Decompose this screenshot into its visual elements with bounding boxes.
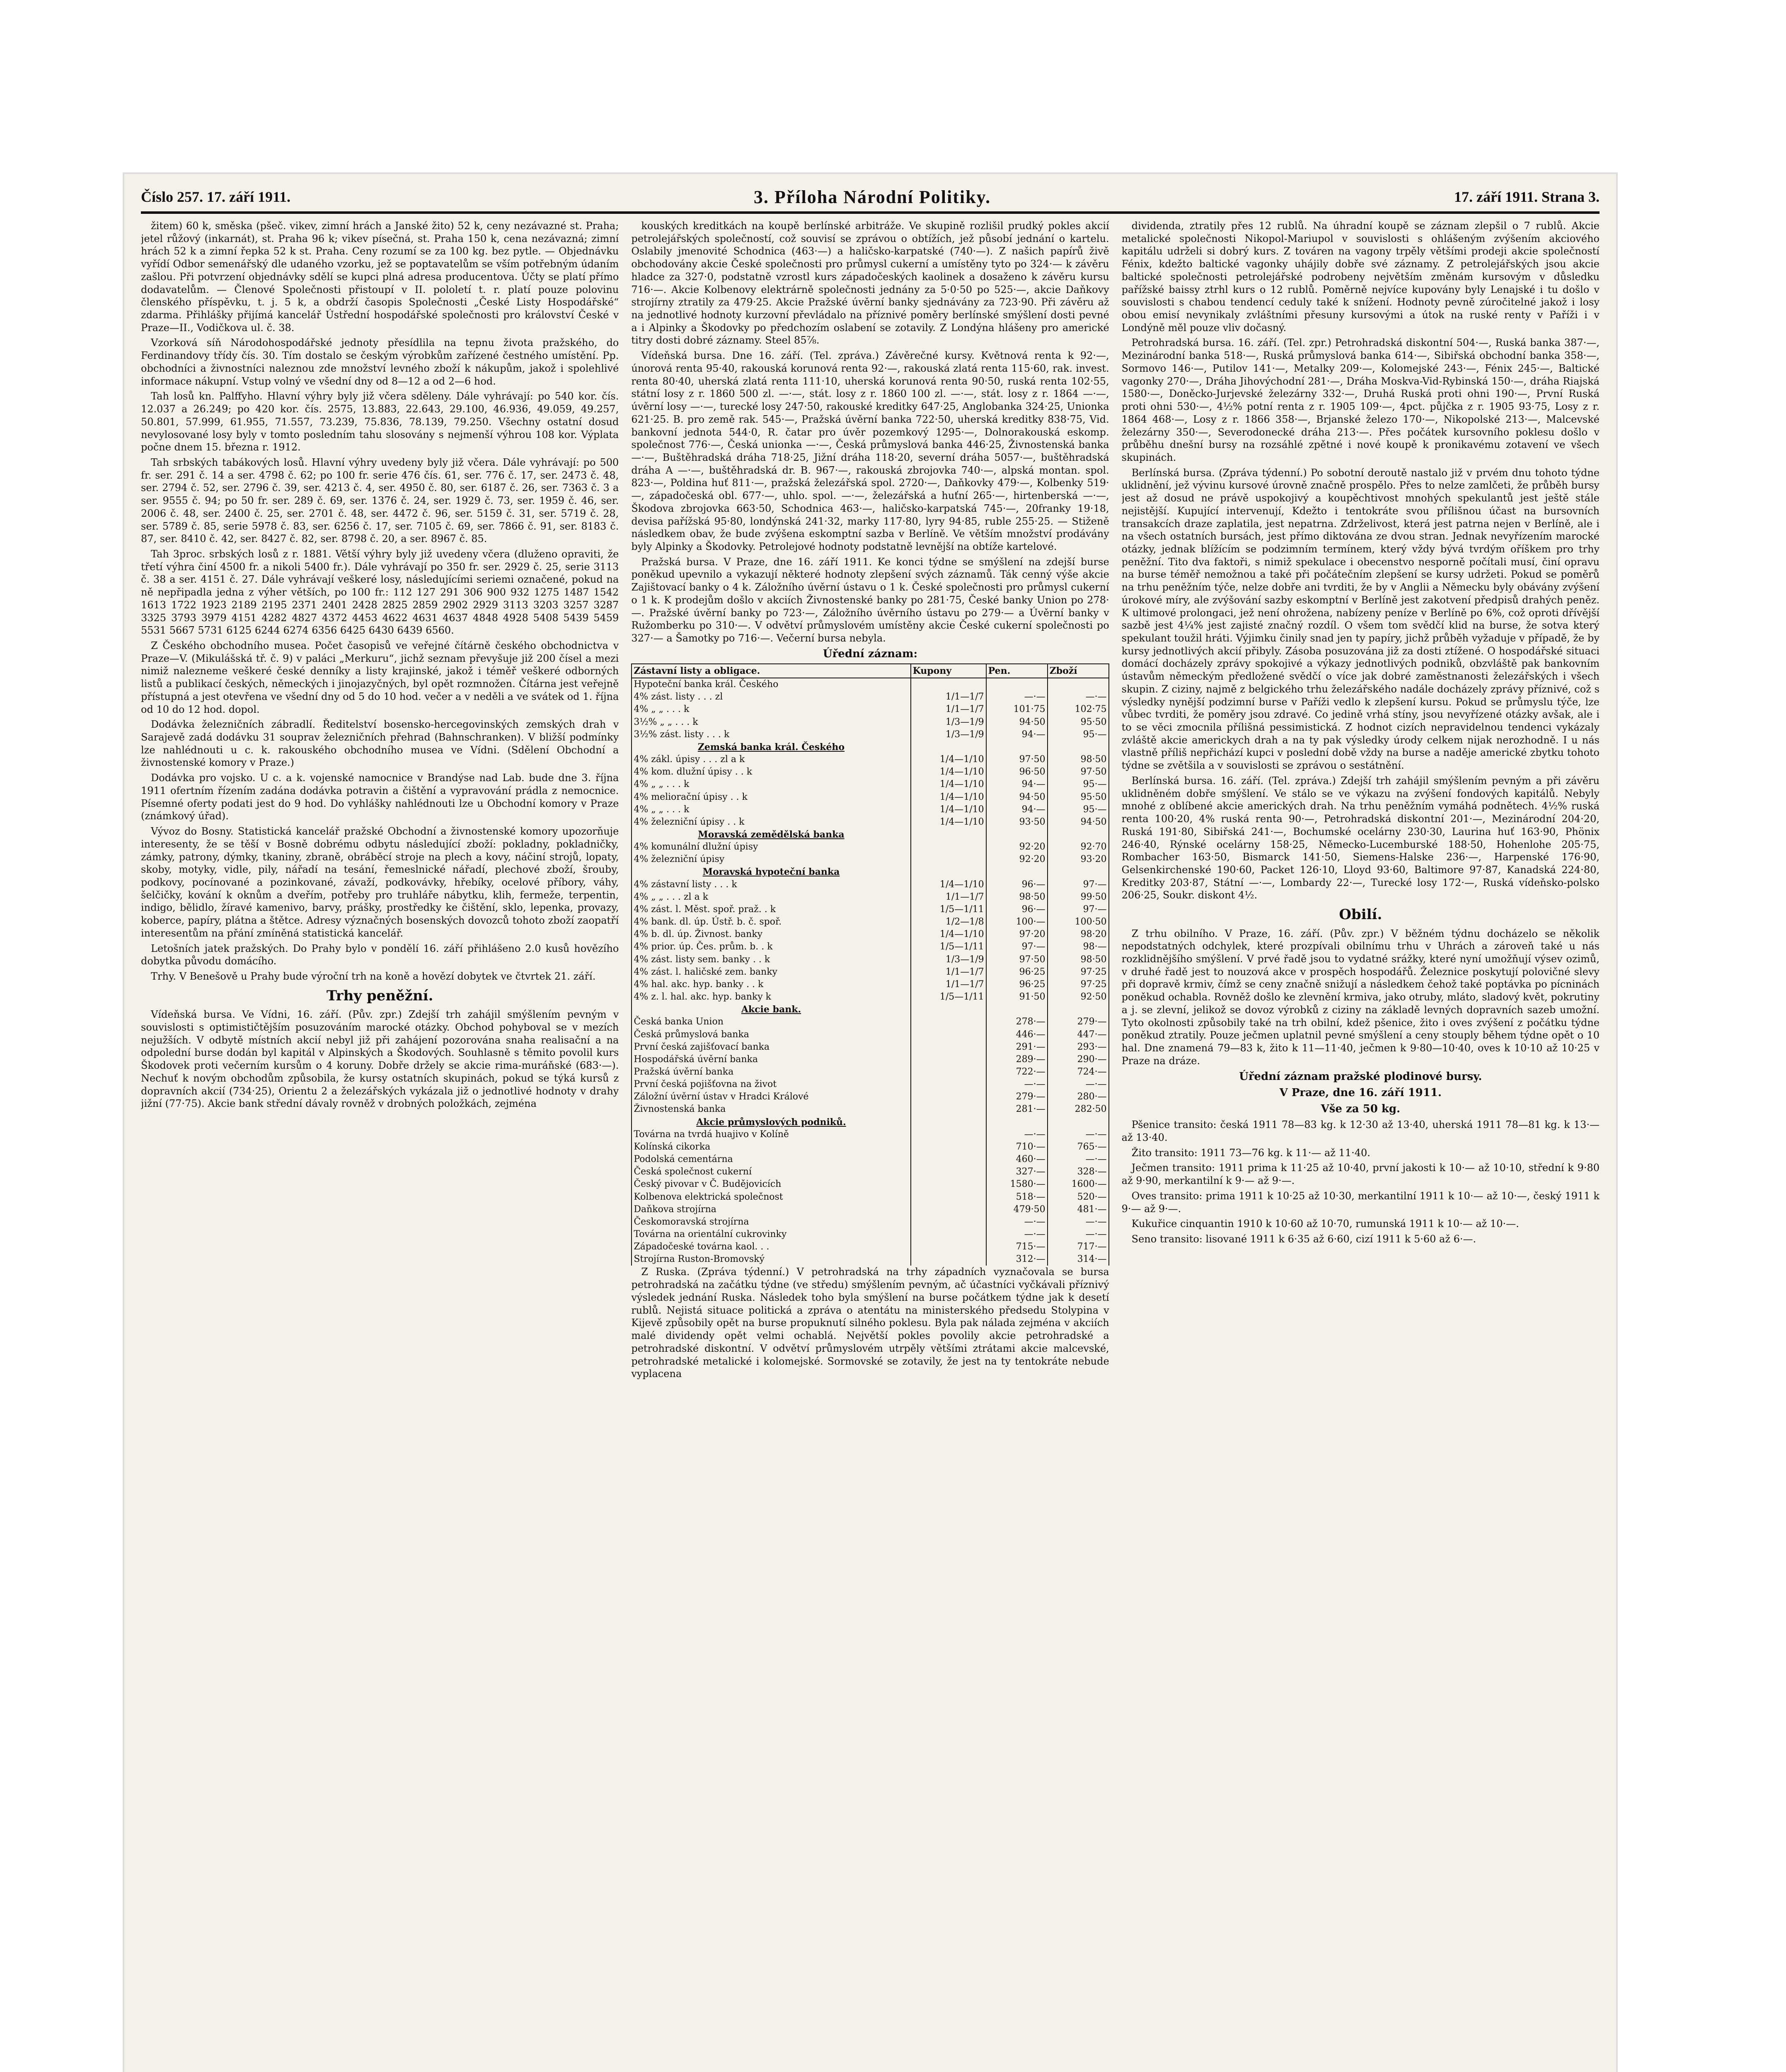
table-row bbox=[632, 1141, 1108, 1153]
column-1 bbox=[141, 220, 619, 2072]
table-cell-kup: 1/3—1/9 bbox=[911, 716, 986, 729]
table-cell-name: Záložní úvěrní ústav v Hradci Králové bbox=[632, 1091, 910, 1103]
table-cell-pen: —·— bbox=[986, 691, 1048, 703]
table-cell-zb: 1600·— bbox=[1048, 1178, 1109, 1191]
table-cell-zb: 92·50 bbox=[1048, 991, 1109, 1003]
article-text: kouských kreditkách na koupě berlínské arbitráže. Ve skupině rozlišil prudký pokles akcií petrolejářských společností, což souvisí se zprávou o obtížích, jež působí jednání o kartelu. Oslabily jmenovité Schodnica (463·—) a haličsko-karpatské (740·—). Z našich papírů živě obchodovány akcie České společnosti pro průmysl cukerní a umístěny tyto po 324·— k závěru hladce za 327·0, podstatně vzrostl kurs západočeských kaolinek a dosaženo k závěru kursu 716·—. Akcie Kolbenovy elektrárně společnosti jednány za 5·0·50 po 525·—, akcie Daňkovy strojírny ztratily za 479·25. Akcie Pražské úvěrní banky sjednávány za 723·90. Při závěru až na jednotlivé hodnoty kurzovní převládalo na příznivé poměry berlínské smýšlení dosti pevné a i Alpinky a Škodovky po předchozím oslabení se zotavily. Z Londýna hlášeny pro americké titry dosti dobré záznamy. Steel 85⅞. bbox=[631, 220, 1109, 346]
section-heading: Trhy peněžní. bbox=[326, 987, 433, 1004]
issue-number: Číslo 257. 17. září 1911. bbox=[141, 189, 290, 205]
table-cell-zb: 328·— bbox=[1048, 1166, 1109, 1178]
table-row bbox=[632, 891, 1108, 903]
table-cell-pen: 96·— bbox=[986, 879, 1048, 891]
table-cell-zb: 290·— bbox=[1048, 1053, 1109, 1066]
table-cell-zb: 98·— bbox=[1048, 941, 1109, 953]
table-cell-pen: 96·25 bbox=[986, 978, 1048, 991]
table-cell-name: 4% „ „ . . . k bbox=[632, 703, 910, 716]
table-cell-zb: 95·— bbox=[1048, 804, 1109, 816]
table-row bbox=[632, 966, 1108, 978]
table-cell-kup bbox=[911, 866, 986, 878]
table-cell-kup: 1/1—1/7 bbox=[911, 703, 986, 716]
article-text: Seno transito: lisované 1911 k 6·35 až 6·60, cizí 1911 k 5·60 až 6·—. bbox=[1131, 1233, 1476, 1245]
table-cell-name: 4% kom. dlužní úpisy . . k bbox=[632, 766, 910, 778]
table-cell-kup: 1/4—1/10 bbox=[911, 816, 986, 828]
table-cell-name: Moravská zemědělská banka bbox=[632, 828, 910, 841]
table-cell-pen: 91·50 bbox=[986, 991, 1048, 1003]
table-cell-name: Českomoravská strojírna bbox=[632, 1216, 910, 1228]
table-cell-name: 4% zást. listy sem. banky . . k bbox=[632, 954, 910, 966]
article-text: Trhy. V Benešově u Prahy bude výroční trh na koně a hovězí dobytek ve čtvrtek 21. září. bbox=[151, 970, 596, 982]
table-cell-name: Zemská banka král. Českého bbox=[632, 741, 910, 753]
table-cell-kup: 1/5—1/11 bbox=[911, 941, 986, 953]
table-cell-pen: 100·— bbox=[986, 916, 1048, 928]
table-cell-zb: 717·— bbox=[1048, 1241, 1109, 1253]
table-cell-name: 4% hal. akc. hyp. banky . . k bbox=[632, 978, 910, 991]
table-cell-pen bbox=[986, 1003, 1048, 1016]
table-cell-kup: 1/5—1/11 bbox=[911, 903, 986, 916]
subheading: V Praze, dne 16. září 1911. bbox=[1279, 1086, 1442, 1099]
table-cell-zb: 98·50 bbox=[1048, 753, 1109, 766]
table-cell-kup bbox=[911, 1091, 986, 1103]
table-row bbox=[632, 1178, 1108, 1191]
table-cell-pen: 97·50 bbox=[986, 753, 1048, 766]
table-cell-kup bbox=[911, 1078, 986, 1091]
table-cell-kup bbox=[911, 1228, 986, 1241]
table-cell-zb: 279·— bbox=[1048, 1016, 1109, 1028]
table-cell-name: Továrna na orientální cukrovinky bbox=[632, 1228, 910, 1241]
article-text: Tah 3proc. srbských losů z r. 1881. Větší výhry byly již uvedeny včera (dluženo opraviti, že třetí výhra činí 4500 fr. a nikoli 5400 fr.). Dále vyhrávají po 350 fr. ser. 2929 č. 25, serie 3113 č. 38 a ser. 4151 č. 27. Dále vyhrávají veškeré losy, následujícími seriemi označené, pokud na ně nepřipadla jedna z výher větších, po 100 fr.: 112 127 291 306 900 932 1275 1487 1542 1613 1722 1923 2189 2195 2371 2401 2428 2825 2859 2902 2929 3113 3203 3257 3287 3325 3793 3979 4151 4282 4827 4372 4453 4622 4631 4637 4848 4928 5408 5439 5459 5531 5667 5731 6125 6244 6274 6356 6425 6430 6439 6560. bbox=[141, 548, 619, 637]
table-cell-pen: 96·25 bbox=[986, 966, 1048, 978]
table-cell-zb: —·— bbox=[1048, 1078, 1109, 1091]
table-row bbox=[632, 1066, 1108, 1078]
table-cell-name: 4% zákl. úpisy . . . zl a k bbox=[632, 753, 910, 766]
table-row bbox=[632, 991, 1108, 1003]
table-cell-pen: —·— bbox=[986, 1128, 1048, 1141]
table-cell-zb: —·— bbox=[1048, 1153, 1109, 1166]
table-row bbox=[632, 729, 1108, 741]
article-text: Z Ruska. (Zpráva týdenní.) V petrohradská na trhy západních vyznačovala se bursa petrohradská na začátku týdne (ve středu) smýšlením pevným, ač účastníci vyčkávali příznivý výsledek jednání Ruska. Následek toho byla smýšlení na burse počátkem týdne jak k desetí rublů. Nejistá situace politická a zpráva o atentátu na ministerského předsedu Stolypina v Kijevě způsobily opět na burse propuknutí silného poklesu. Byla pak nálada zejména v akciích malé dividendy opět velmi ochablá. Největší pokles povolily akcie petrohradské a petrohradské diskontní. V odvětví průmyslovém utrpěly většími ztrátami akcie malcevské, petrohradské metalické i kolomejské. Sormovské se zotavily, že jest na ty tentokráte nebude vyplacena bbox=[631, 1266, 1109, 1380]
page-number: 17. září 1911. Strana 3. bbox=[1454, 189, 1600, 205]
table-cell-name: 4% z. l. hal. akc. hyp. banky k bbox=[632, 991, 910, 1003]
table-cell-kup bbox=[911, 678, 986, 691]
table-cell-name: Živnostenská banka bbox=[632, 1103, 910, 1116]
table-cell-zb: 92·70 bbox=[1048, 841, 1109, 853]
table-cell-kup bbox=[911, 1016, 986, 1028]
table-cell-name: Strojírna Ruston-Bromovský bbox=[632, 1253, 910, 1266]
article-text: Žito transito: 1911 73—76 kg. k 11·— až 11·40. bbox=[1131, 1147, 1370, 1159]
table-cell-kup bbox=[911, 1203, 986, 1216]
table-cell-name: 4% bank. dl. úp. Ústř. b. č. spoř. bbox=[632, 916, 910, 928]
table-cell-zb: 724·— bbox=[1048, 1066, 1109, 1078]
table-cell-pen: 93·50 bbox=[986, 816, 1048, 828]
table-cell-pen: 94·50 bbox=[986, 791, 1048, 804]
table-cell-zb: 100·50 bbox=[1048, 916, 1109, 928]
table-row bbox=[632, 853, 1108, 866]
table-row bbox=[632, 791, 1108, 804]
table-cell-zb: 97·25 bbox=[1048, 966, 1109, 978]
table-cell-kup: 1/1—1/7 bbox=[911, 966, 986, 978]
table-cell-zb: 93·20 bbox=[1048, 853, 1109, 866]
table-cell-zb: 102·75 bbox=[1048, 703, 1109, 716]
newspaper-page bbox=[124, 174, 1616, 2072]
table-cell-zb: 280·— bbox=[1048, 1091, 1109, 1103]
table-row bbox=[632, 941, 1108, 953]
table-cell-zb: 95·50 bbox=[1048, 791, 1109, 804]
table-row bbox=[632, 1153, 1108, 1166]
table-cell-kup bbox=[911, 1178, 986, 1191]
table-cell-zb bbox=[1048, 828, 1109, 841]
table-cell-kup: 1/4—1/10 bbox=[911, 879, 986, 891]
table-cell-pen bbox=[986, 866, 1048, 878]
table-cell-pen bbox=[986, 828, 1048, 841]
article-text: Pšenice transito: česká 1911 78—83 kg. k 12·30 až 13·40, uherská 1911 78—81 kg. k 13·— až 13·40. bbox=[1121, 1119, 1600, 1144]
table-cell-zb: 97·50 bbox=[1048, 766, 1109, 778]
table-cell-pen: 715·— bbox=[986, 1241, 1048, 1253]
table-cell-pen: —·— bbox=[986, 1228, 1048, 1241]
table-cell-pen: 446·— bbox=[986, 1029, 1048, 1041]
table-group-row bbox=[632, 741, 1108, 753]
table-row bbox=[632, 1016, 1108, 1028]
table-cell-zb: 98·50 bbox=[1048, 954, 1109, 966]
table-cell-pen: 98·50 bbox=[986, 891, 1048, 903]
table-cell-name: 4% prior. úp. Čes. prům. b. . k bbox=[632, 941, 910, 953]
table-cell-name: Kolínská cikorka bbox=[632, 1141, 910, 1153]
article-text: Oves transito: prima 1911 k 10·25 až 10·30, merkantilní 1911 k 10·— až 10·—, český 1911 k 9·— až 9·—. bbox=[1121, 1190, 1600, 1215]
table-group-row bbox=[632, 1116, 1108, 1128]
article-text: žitem) 60 k, směska (pšeč. vikev, zimní hrách a Janské žito) 52 k, ceny nezávazné st. Praha; jetel růžový (inkarnát), st. Praha 96 k; vikev písečná, st. Praha 150 k, cena nezávazná; zimní hrách 52 k a zimní řepka 52 k st. Praha. Ceny rozumí se za 100 kg. bez pytle. — Objednávku vyřídí Odbor semenářský dle udaného vzorku, jež se poptavatelům se vším potřebným údaním zašlou. Při potvrzení objednávky sdělí se kupci plná adresa producentova. Účty se platí přímo dodavatelům. — Členové Společnosti přistoupí v II. pololetí t. r. platí pouze polovinu členského příspěvku, t. j. 5 k, a obdrží časopis Společnosti „České Listy Hospodářské“ zdarma. Přihlášky přijímá kancelář Ústřední hospodářské společnosti pro království České v Praze—II., Vodičkova ul. č. 38. bbox=[141, 220, 619, 334]
article-text: Kukuřice cinquantin 1910 k 10·60 až 10·70, rumunská 1911 k 10·— až 10·—. bbox=[1131, 1218, 1519, 1230]
table-cell-kup: 1/4—1/10 bbox=[911, 804, 986, 816]
table-cell-kup bbox=[911, 1141, 986, 1153]
table-row bbox=[632, 703, 1108, 716]
table-cell-kup: 1/4—1/10 bbox=[911, 753, 986, 766]
table-cell-name: 3½% „ „ . . . k bbox=[632, 716, 910, 729]
table-cell-zb: 97·— bbox=[1048, 903, 1109, 916]
table-row bbox=[632, 1029, 1108, 1041]
table-row bbox=[632, 841, 1108, 853]
table-cell-name: Moravská hypoteční banka bbox=[632, 866, 910, 878]
table-cell-zb: 447·— bbox=[1048, 1029, 1109, 1041]
table-row bbox=[632, 1091, 1108, 1103]
table-cell-pen: 94·— bbox=[986, 729, 1048, 741]
column-3 bbox=[1122, 220, 1600, 2072]
table-row bbox=[632, 1228, 1108, 1241]
table-row bbox=[632, 1241, 1108, 1253]
table-cell-pen: 94·— bbox=[986, 778, 1048, 791]
table-cell-name: 4% b. dl. úp. Živnost. banky bbox=[632, 928, 910, 941]
table-cell-kup: 1/3—1/9 bbox=[911, 729, 986, 741]
table-cell-pen: 94·— bbox=[986, 804, 1048, 816]
table-cell-zb: 520·— bbox=[1048, 1191, 1109, 1203]
table-cell-zb: 293·— bbox=[1048, 1041, 1109, 1053]
table-row bbox=[632, 1166, 1108, 1178]
article-text: Vídeňská bursa. Ve Vídni, 16. září. (Pův. zpr.) Zdejší trh zahájil smýšlením pevným v souvislosti s optimističtějším posuzováním marocké otázky. Obchod pohyboval se v mezích nejužších. V odbytě místních akcií nebyl již při zahájení pozorována snaha realisační a na odpolední burse dodán byl kapitál v Alpinských a Škodových. Souhlasně s těmito povolil kurs Škodovek proti večerním kursům o 4 koruny. Dobře držely se akcie rima-muráňské (683·—). Nechuť k novým obchodům způsobila, že kursy ostatních skupinách, pokud se týká kursů z dopravních akcií (734·25), Orientu 2 a železářských vykázala již o jednotlivé hodnoty v drahy jižní (77·75). Akcie bank střední dávaly rovněž v drobných položkách, zejména bbox=[141, 1009, 619, 1110]
table-cell-name: Česká průmyslová banka bbox=[632, 1029, 910, 1041]
table-cell-pen: 1580·— bbox=[986, 1178, 1048, 1191]
table-cell-kup bbox=[911, 841, 986, 853]
table-cell-name: 3½% zást. listy . . . k bbox=[632, 729, 910, 741]
table-cell-zb: 97·25 bbox=[1048, 978, 1109, 991]
table-header-cell: Zboží bbox=[1048, 664, 1109, 678]
table-cell-pen: 327·— bbox=[986, 1166, 1048, 1178]
table-cell-zb: 765·— bbox=[1048, 1141, 1109, 1153]
table-row bbox=[632, 903, 1108, 916]
table-cell-name: Česká společnost cukerní bbox=[632, 1166, 910, 1178]
table-row bbox=[632, 1191, 1108, 1203]
article-text: Letošních jatek pražských. Do Prahy bylo v pondělí 16. září přihlášeno 2.0 kusů hovězího dobytka původu domácího. bbox=[141, 942, 619, 967]
table-cell-kup bbox=[911, 1191, 986, 1203]
table-row bbox=[632, 804, 1108, 816]
table-cell-pen: 101·75 bbox=[986, 703, 1048, 716]
article-text: Petrohradská bursa. 16. září. (Tel. zpr.) Petrohradská diskontní 504·—, Ruská banka 387·—, Mezinárodní banka 518·—, Ruská průmyslová banka 614·—, Sibiřská obchodní banka 358·—, Sormovo 146·—, Putilov 141·—, Metalky 209·—, Kolomejské 243·—, Fénix 245·—, Baltické vagonky 270·—, Dráha Jihovýchodní 281·—, Dráha Moskva-Vid-Rybinská 150·—, dráha Riajská 1580·—, Doněcko-Jurjevské železárny 332·—, Druhá Ruská proti ohni 190·—, První Ruská proti ohni 530·—, 4½% potní renta z r. 1905 109·—, 4pct. půjčka z r. 1905 93·75, Losy z r. 1864 468·—, Losy z r. 1866 358·—, Brjanské železo 170·—, Nikopolské 213·—, Malcevské železárny 350·—, Severodonecké dráha 213·—. Přes počátek kursovního poklesu došlo v průběhu dnešní bursy na rozsáhlé zpětné i nové koupě k pronikavému zotavení ve všech skupinách. bbox=[1121, 337, 1600, 463]
table-row bbox=[632, 816, 1108, 828]
table-cell-pen: 96·— bbox=[986, 903, 1048, 916]
article-text: Vídeňská bursa. Dne 16. září. (Tel. zpráva.) Závěrečné kursy. Květnová renta k 92·—, únorová renta 95·40, rakouská korunová renta 92·—, rakouská zlatá renta 115·60, rak. invest. renta 80·40, uherská zlatá renta 111·10, uherská korunová renta 90·50, ruská renta 102·55, státní losy z r. 1860 500 zl. —·—, stát. losy z r. 1860 100 zl. —·—, stát. losy z r. 1864 —·—, úvěrní losy —·—, turecké losy 247·50, rakouské kreditky 647·25, Anglobanka 324·25, Unionka 621·25. B. pro země rak. 545·—, Pražská úvěrní banka 722·50, uherská kreditky 838·75, Vid. bankovní jednota 544·0, R. čatar pro úvěr pozemkový 1295·—, Dolnorakouská eskomp. společnost 776·—, Česká unionka —·—, Česká průmyslová banka 446·25, Živnostenská banka —·—, Buštěhradská dráha 718·25, Jižní dráha 118·20, severní dráha 5057·—, buštěhradská dráha A —·—, buštěhradská dr. B. 967·—, rakouská zbrojovka 740·—, alpská montan. spol. 823·—, Poldina huť 811·—, pražská železářská spol. 2720·—, Daňkovky 479·—, Kolbenky 519·—, západočeská obl. 677·—, uhlo. spol. —·—, železářská a huťní 265·—, hirtenberská —·—, Škodova zbrojovka 663·50, Schodnica 463·—, haličsko-karpatská 745·—, 20franky 19·18, devisa pařížská 95·80, londýnská 241·32, marky 117·80, lyry 94·85, ruble 255·25. — Stiženě následkem obav, že bude zvýšena eskomptní sazba v Berlíně. Ve větším množství prodávány byly Alpinky a Škodovky. Petrolejové hodnoty podstatně levnější na obtíže kartelové. bbox=[631, 350, 1109, 552]
table-row bbox=[632, 1103, 1108, 1116]
table-row bbox=[632, 916, 1108, 928]
table-cell-pen: 97·50 bbox=[986, 954, 1048, 966]
table-cell-pen: 710·— bbox=[986, 1141, 1048, 1153]
table-cell-pen: 289·— bbox=[986, 1053, 1048, 1066]
table-cell-name: Západočeské továrna kaol. . . bbox=[632, 1241, 910, 1253]
table-cell-zb: —·— bbox=[1048, 1228, 1109, 1241]
table-row bbox=[632, 1078, 1108, 1091]
table-row bbox=[632, 928, 1108, 941]
table-cell-pen: 97·— bbox=[986, 941, 1048, 953]
article-text: Tah srbských tabákových losů. Hlavní výhry uvedeny byly již včera. Dále vyhrávají: po 500 fr. ser. 291 č. 14 a ser. 4798 č. 62; po 100 fr. serie 476 čís. 61, ser. 776 č. 17, ser. 2473 č. 48, ser. 2794 č. 52, ser. 2796 č. 39, ser. 4213 č. 4, ser. 4950 č. 80, ser. 6187 č. 26, ser. 7363 č. 3 a ser. 9555 č. 94; po 50 fr. ser. 289 č. 69, ser. 1376 č. 24, ser. 1929 č. 73, ser. 1959 č. 46, ser. 2006 č. 48, ser. 2400 č. 25, ser. 2701 č. 48, ser. 4472 č. 96, ser. 5159 č. 31, ser. 5719 č. 28, ser. 5789 č. 85, serie 5978 č. 83, ser. 6256 č. 17, ser. 7105 č. 69, ser. 7866 č. 91, ser. 8183 č. 87, ser. 8410 č. 42, ser. 8427 č. 82, ser. 8798 č. 20, a ser. 8967 č. 85. bbox=[141, 456, 619, 545]
table-title: Úřední záznam: bbox=[823, 647, 918, 660]
table-row bbox=[632, 954, 1108, 966]
table-row bbox=[632, 879, 1108, 891]
table-cell-kup: 1/4—1/10 bbox=[911, 791, 986, 804]
table-cell-zb: 97·— bbox=[1048, 879, 1109, 891]
table-cell-pen: 460·— bbox=[986, 1153, 1048, 1166]
table-cell-pen: 92·20 bbox=[986, 853, 1048, 866]
table-cell-kup: 1/1—1/7 bbox=[911, 891, 986, 903]
table-cell-pen bbox=[986, 1116, 1048, 1128]
table-cell-name: 4% zást. l. haličské zem. banky bbox=[632, 966, 910, 978]
table-cell-kup: 1/2—1/8 bbox=[911, 916, 986, 928]
table-cell-name: První česká zajišťovací banka bbox=[632, 1041, 910, 1053]
table-cell-kup bbox=[911, 1166, 986, 1178]
article-text: Ječmen transito: 1911 prima k 11·25 až 10·40, první jakosti k 10·— až 10·10, střední k 9·80 až 9·90, merkantilní k 9·— až 9·—. bbox=[1121, 1162, 1600, 1187]
table-cell-pen: —·— bbox=[986, 1078, 1048, 1091]
table-cell-kup bbox=[911, 1116, 986, 1128]
table-cell-zb: 94·50 bbox=[1048, 816, 1109, 828]
table-cell-kup bbox=[911, 1053, 986, 1066]
table-cell-zb: 282·50 bbox=[1048, 1103, 1109, 1116]
table-cell-kup: 1/1—1/7 bbox=[911, 691, 986, 703]
table-row bbox=[632, 678, 1108, 691]
article-text: dividenda, ztratily přes 12 rublů. Na úhradní koupě se záznam zlepšil o 7 rublů. Akcie metalické společnosti Nikopol-Mariupol v souvislosti s ohlášeným zvýšením akciového kapitálu udrželi si dobrý kurs. Z továren na vagony trpěly většími prodeji akcie společností Fénix, kdežto baltické vagonky uhájily dobře své záznamy. Z petrolejářských jsou akcie baltické společnosti petrolejářské podrobeny největším změnám kursovým v důsledku pařížské baissy ztrhl kurs o 12 rublů. Poměrně nejvíce kupovány byly Lenajské i tu došlo v souvislosti s chabou tendencí ceduly také k snížení. Hodnoty pevně zúročitelné jakož i losy obou emisí nevynikaly zvláštními přesuny kursovými a útok na ruské renty v Paříži i v Londýně měl pouze vliv dočasný. bbox=[1121, 220, 1600, 334]
table-cell-kup: 1/5—1/11 bbox=[911, 991, 986, 1003]
table-cell-pen: 312·— bbox=[986, 1253, 1048, 1266]
table-row bbox=[632, 716, 1108, 729]
supplement-title: 3. Příloha Národní Politiky. bbox=[753, 186, 991, 207]
table-row bbox=[632, 691, 1108, 703]
table-cell-name: Hypoteční banka král. Českého bbox=[632, 678, 910, 691]
table-cell-pen: 291·— bbox=[986, 1041, 1048, 1053]
article-text: Tah losů kn. Palffyho. Hlavní výhry byly již včera sděleny. Dále vyhrávají: po 540 kor. čís. 12.037 a 26.249; po 420 kor. čís. 2575, 13.883, 22.643, 29.100, 46.936, 49.059, 49.257, 50.801, 57.999, 61.955, 71.557, 73.239, 75.836, 78.139, 79.250. Všechny ostatní dosud nevylosované losy byly v tomto posledním tahu slosovány s nejmenší výhrou 108 kor. Výplata počne dnem 15. března r. 1912. bbox=[141, 390, 619, 453]
table-cell-zb: 99·50 bbox=[1048, 891, 1109, 903]
table-cell-kup bbox=[911, 1128, 986, 1141]
table-cell-zb bbox=[1048, 678, 1109, 691]
article-text: Berlínská bursa. 16. září. (Tel. zpráva.) Zdejší trh zahájil smýšlením pevným a při závěru uklidněném dobře smýšlení. Ve stálo se ve výkazu na zvýšení fondových kapitálů. Nebyly mnohé z oblíbené akcie amerických drah. Na trhu peněžním vymáhá podnětech. 4½% ruská renta 100·20, 4% ruská renta 90·—, Petrohradská diskontní 201·—, Mezinárodní 204·20, Ruská 191·80, Sibiřská 241·—, Bochumské ocelárny 230·30, Laurina huť 163·90, Phönix 246·40, Rýnské ocelárny 158·25, Německo-Lucemburské 188·50, Hohenlohe 205·75, Rombacher 163·50, Bismarck 141·50, Siemens-Halske 236·—, Harpenské 176·90, Gelsenkirchenské 190·60, Packet 126·10, Lloyd 93·60, Baltimore 97·87, Kanadská 224·80, Kreditky 203·87, Státní —·—, Lombardy 22·—, Turecké losy 172·—, Ruská vídeňsko-polsko 206·25, Soukr. diskont 4½. bbox=[1121, 775, 1600, 901]
table-cell-name: Kolbenova elektrická společnost bbox=[632, 1191, 910, 1203]
table-cell-name: Daňkova strojírna bbox=[632, 1203, 910, 1216]
table-cell-kup bbox=[911, 853, 986, 866]
table-row bbox=[632, 766, 1108, 778]
table-cell-zb bbox=[1048, 866, 1109, 878]
table-cell-pen bbox=[986, 741, 1048, 753]
table-cell-kup bbox=[911, 1066, 986, 1078]
table-cell-zb: —·— bbox=[1048, 1128, 1109, 1141]
table-cell-name: Česká banka Union bbox=[632, 1016, 910, 1028]
table-cell-name: Továrna na tvrdá huajivo v Kolíně bbox=[632, 1128, 910, 1141]
table-cell-name: 4% železniční úpisy bbox=[632, 853, 910, 866]
table-cell-name: Akcie průmyslových podniků. bbox=[632, 1116, 910, 1128]
table-cell-name: 4% komunální dlužní úpisy bbox=[632, 841, 910, 853]
table-cell-kup: 1/4—1/10 bbox=[911, 928, 986, 941]
table-cell-pen: 97·20 bbox=[986, 928, 1048, 941]
table-cell-name: Podolská cementárna bbox=[632, 1153, 910, 1166]
table-cell-kup bbox=[911, 1103, 986, 1116]
table-cell-pen: 92·20 bbox=[986, 841, 1048, 853]
table-cell-name: Pražská úvěrní banka bbox=[632, 1066, 910, 1078]
table-cell-pen: 722·— bbox=[986, 1066, 1048, 1078]
table-cell-name: 4% zástavní listy . . . k bbox=[632, 879, 910, 891]
table-cell-kup bbox=[911, 1003, 986, 1016]
table-cell-zb: 314·— bbox=[1048, 1253, 1109, 1266]
table-row bbox=[632, 1203, 1108, 1216]
table-cell-kup bbox=[911, 1029, 986, 1041]
table-cell-pen: 281·— bbox=[986, 1103, 1048, 1116]
table-group-row bbox=[632, 1003, 1108, 1016]
article-text: Dodávka pro vojsko. U c. a k. vojenské namocnice v Brandýse nad Lab. bude dne 3. října 1911 ofertním řízením zadána dodávka potravin a čištění a vypravování prádla z nemocnice. Písemné oferty podati jest do 9 hod. Do vyhlášky nahlédnouti lze u Obchodní komory v Praze (známkový úřad). bbox=[141, 772, 619, 822]
table-cell-zb: 98·20 bbox=[1048, 928, 1109, 941]
article-text: Vzorková síň Národohospodářské jednoty přesídlila na tepnu života pražského, do Ferdinandovy třídy čís. 30. Tím dostalo se českým výrobkům zařízené čestného umístění. Pp. obchodníci a živnostníci naleznou zde množství levného zboží k nákupům, jakož i spolehlivé informace nákupní. Vstup volný ve všední dny od 8—12 a od 2—6 hod. bbox=[141, 337, 619, 387]
table-cell-name: 4% „ „ . . . zl a k bbox=[632, 891, 910, 903]
column-2 bbox=[631, 220, 1109, 2072]
table-cell-pen: —·— bbox=[986, 1216, 1048, 1228]
table-cell-pen: 94·50 bbox=[986, 716, 1048, 729]
table-header-cell: Kupony bbox=[911, 664, 986, 678]
table-row bbox=[632, 978, 1108, 991]
table-cell-zb bbox=[1048, 741, 1109, 753]
table-cell-kup bbox=[911, 1241, 986, 1253]
table-cell-zb: 481·— bbox=[1048, 1203, 1109, 1216]
table-cell-kup bbox=[911, 1216, 986, 1228]
table-header-cell: Pen. bbox=[986, 664, 1048, 678]
table-cell-kup bbox=[911, 1253, 986, 1266]
table-cell-pen: 96·50 bbox=[986, 766, 1048, 778]
table-cell-name: 4% „ „ . . . k bbox=[632, 804, 910, 816]
table-cell-kup bbox=[911, 828, 986, 841]
table-cell-pen: 278·— bbox=[986, 1016, 1048, 1028]
table-group-row bbox=[632, 828, 1108, 841]
article-text: Berlínská bursa. (Zpráva týdenní.) Po sobotní deroutě nastalo již v prvém dnu tohoto týdne uklidnění, jež vývinu kursové úrovně značně prospělo. Přes to nelze zamlčeti, že průběh bursy jest až dosud ne právě uspokojivý a koupěchtivost mnohých spekulantů jest ještě stále nejistější. Kupující intervenují, Kdežto i tentokráte svou přílišnou účast na bursovních transakcích draze zaplatila, jest nepatrna. Zdrželivost, která jest patrna nejen v Berlíně, ale i na všech ostatních bursách, jest přímo diktována ze dvou stran. Jednak nevyřízením marocké otázky, jednak blížícím se podzimním termínem, který vždy bývá tvrdým oříškem pro trhy peněžní. Tito dva faktoři, s nimiž spekulace i obecenstvo nesporně počítali musí, činí opravu na burse téměř nemožnou a také při počátečním zlepšení se kursy udržeti. Pokud se poměrů na trhu peněžním týče, nelze dobře ani tvrditi, že by v Anglii a Německu byly obávány zvýšení úrokové míry, ale zvýšování sazby eskomptní v Berlíně jest zakotvení předpisů drahých peněz. K ultimové prolongaci, jež není ohrožena, nabízeny peníze v Berlíně po 6%, což oproti dřívější sazbě jest 4¼% jest zajisté značný rozdíl. O všem tom svědčí klid na burse, že sotva který spekulant toužil hráti. Výjimku činily snad jen ty papíry, jichž průběh vyžaduje v případě, že by kursy jednotlivých akcií přibyly. Zásoba posuzována již za dosti ztížené. O hospodářské situaci domácí docházely zprávy spokojivé a výkazy jednotlivých podniků, obzvláště pak bankovním ústavům německým předložené svědčí o více jak dobré zaměstnanosti železářských i všech skupin. Z ciziny, najmě z belgického trhu železářského nadále docházely zprávy příznivé, což s výsledky nynější podzimní burse v Paříži vedlo k zlepšení kursu. Pokud se průmyslu týče, lze vůbec tvrditi, že poměry jsou zdravé. Co jedině vrhá stíny, jsou nevyřízené otázky avšak, ale i to se věci zmocnila přílišná pessimistická. Z hodnot cizích nepravidelnou tendenci vykázaly zvláště akcie americkych drah a na ty pak výsledky úrody celkem nijak nerozhodně. I u nás vlastně příliš nepřichází kupci v poslední době vždy na burse a naděje americké zbytku tohoto týdne se zvětšila a v souvislosti se zprávou o sestátnění. bbox=[1121, 467, 1600, 772]
subheading: Vše za 50 kg. bbox=[1321, 1103, 1401, 1116]
table-row bbox=[632, 1216, 1108, 1228]
table-cell-name: 4% železniční úpisy . . k bbox=[632, 816, 910, 828]
table-cell-name: Český pivovar v Č. Budějovicích bbox=[632, 1178, 910, 1191]
table-cell-name: 4% zást. l. Měst. spoř. praž. . k bbox=[632, 903, 910, 916]
article-text: Dodávka železničních zábradlí. Ředitelství bosensko-hercegovinských zemských drah v Sarajevě zadá dodávku 31 souprav železničních přehrad (Bahnschranken). V bližší podmínky lze nahlédnouti u c. k. rakouského obchodního musea ve Vídni. (Sdělení Obchodní a živnostenské komory v Praze.) bbox=[141, 719, 619, 769]
table-cell-name: 4% „ „ . . . k bbox=[632, 778, 910, 791]
table-cell-name: 4% zást. listy . . . zl bbox=[632, 691, 910, 703]
section-heading: Obilí. bbox=[1339, 906, 1382, 923]
table-row bbox=[632, 1128, 1108, 1141]
table-row bbox=[632, 1041, 1108, 1053]
table-row bbox=[632, 1253, 1108, 1266]
table-cell-pen: 518·— bbox=[986, 1191, 1048, 1203]
article-text: Z Českého obchodního musea. Počet časopisů ve veřejné čítárně českého obchodnictva v Praze—V. (Mikulášská tř. č. 9) v paláci „Merkuru“, jichž seznam převyšuje již 200 čísel a mezi nimiž nalezneme veškeré české denníky a listy krajinské, jakož i téměř veškeré odborných listů a publikací českých, německých i jinojazyčných, byl opět rozmnožen. Čítárna jest veřejně přístupná a jest otevřena ve všední dny od 5 do 10 hod. večer a v neděli a ve svátek od 1. října od 10 do 12 hod. dopol. bbox=[141, 640, 619, 715]
table-row bbox=[632, 778, 1108, 791]
table-group-row bbox=[632, 866, 1108, 878]
table-cell-name: Akcie bank. bbox=[632, 1003, 910, 1016]
table-cell-zb bbox=[1048, 1003, 1109, 1016]
table-cell-name: 4% meliorační úpisy . . k bbox=[632, 791, 910, 804]
table-cell-kup bbox=[911, 1041, 986, 1053]
table-cell-zb bbox=[1048, 1116, 1109, 1128]
table-cell-zb: —·— bbox=[1048, 691, 1109, 703]
table-cell-kup bbox=[911, 1153, 986, 1166]
subheading: Úřední záznam pražské plodinové bursy. bbox=[1239, 1070, 1482, 1083]
table-header-cell: Zástavní listy a obligace. bbox=[632, 664, 910, 678]
table-cell-name: Hospodářská úvěrní banka bbox=[632, 1053, 910, 1066]
table-cell-kup: 1/4—1/10 bbox=[911, 766, 986, 778]
table-cell-zb: 95·50 bbox=[1048, 716, 1109, 729]
table-row bbox=[632, 753, 1108, 766]
article-text: Pražská bursa. V Praze, dne 16. září 1911. Ke konci týdne se smýšlení na zdejší burse poněkud upevnilo a vykazují některé hodnoty zlepšení svých záznamů. Ták cenný výše akcie Zajištovací banky o 4 k. Záložního úvěrní ústavu o 1 k. České společnosti pro průmysl cukerní o 1 k. K prodejům došlo v akciích Živnostenské banky po 281·75, České banky Union po 278·—. Pražské úvěrní banky po 723·—, Záložního úvěrního ústavu po 279·— a Úvěrní banky v Ružomberku po 310·—. V odvětví průmyslovém umístěny akcie České cukerní společnosti po 327·— a Šamotky po 716·—. Večerní bursa nebyla. bbox=[631, 556, 1109, 644]
table-cell-kup: 1/4—1/10 bbox=[911, 778, 986, 791]
table-cell-zb: 95·— bbox=[1048, 729, 1109, 741]
article-text: Z trhu obilního. V Praze, 16. září. (Pův. zpr.) V běžném týdnu docházelo se několik nepodstatných odchylek, které prozpívali obilnímu trhu v Uhrách a zároveň také u nás rozklidnějšího smýšlení. V prvé řadě jsou to vydatné srážky, které nyní umožňují výsev ozimů, v druhé řadě jest to nouzová akce v prospěch hospodářů. Železnice poskytují polovičné slevy při dopravě krmiv, čímž se ceny značně snižují a následkem čehož také poptávka po pícninách poněkud ochabla. Rovněž došlo ke zlevnění krmiva, jako otruby, mláto, sladový květ, pokrutiny a j. se zlevní, jelikož se dovoz výrobků z ciziny na základě levných dopravních sazeb umožní. Tyto okolnosti způsobily také na trh obilní, kdež pšenice, žito i oves zvýšení z počátku týdne poněkud ztratily. Pouze ječmen uplatnil pevné smýšlení a ceny stouply během týdne opět o 10 hal. Dne znamená 79—83 k, žito k 11—11·40, ječmen k 9·80—10·40, oves k 10·10 až 10·25 v Praze na dráze. bbox=[1121, 927, 1600, 1067]
table-cell-kup: 1/3—1/9 bbox=[911, 954, 986, 966]
securities-table bbox=[631, 663, 1109, 1266]
table-cell-kup: 1/1—1/7 bbox=[911, 978, 986, 991]
page-header bbox=[141, 182, 1600, 214]
table-cell-zb: —·— bbox=[1048, 1216, 1109, 1228]
article-text: Vývoz do Bosny. Statistická kancelář pražské Obchodní a živnostenské komory upozorňuje interesenty, že se těší v Bosně dobrému odbytu následující zboží: pokladny, pokladničky, zámky, patrony, dýmky, tkaniny, zbraně, obráběcí stroje na plech a kovy, náčiní strojů, lopaty, skoby, motyky, vidle, pily, nářadí na tesání, řemeslnické nářadí, plechové zboží, šrouby, podkovy, pocínované a pozinkované, závaží, podkovávky, hřebíky, ocelové příbory, váhy, šelčičky, kování k oknům a dveřím, potřeby pro truhláře nábytku, klih, fermeže, terpentin, indigo, bělidlo, žíravé kamenivo, barvy, prášky, prostředky ke čištění, sklo, lepenka, provazy, koberce, papíry, plátna a štětce. Adresy význačných bosenských dovozců tohoto zboží zaopatří interesentům na přání zmíněná statistická kancelář. bbox=[141, 825, 619, 939]
table-cell-pen: 479·50 bbox=[986, 1203, 1048, 1216]
table-row bbox=[632, 1053, 1108, 1066]
table-cell-name: První česká pojišťovna na život bbox=[632, 1078, 910, 1091]
table-cell-zb: 95·— bbox=[1048, 778, 1109, 791]
table-cell-pen: 279·— bbox=[986, 1091, 1048, 1103]
table-cell-pen bbox=[986, 678, 1048, 691]
table-cell-kup bbox=[911, 741, 986, 753]
